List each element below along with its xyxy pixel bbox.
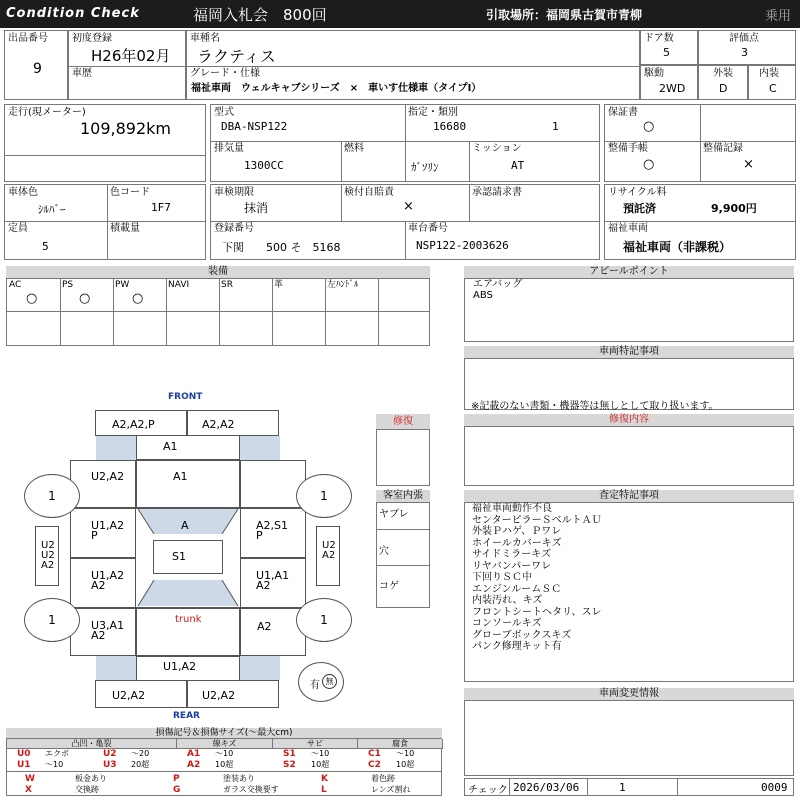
assessment-item: リヤバンパーワレ [472, 560, 552, 572]
header-title: Condition Check [6, 6, 140, 21]
header-bar [0, 0, 800, 28]
legend-mark: P [173, 774, 180, 784]
legend-group-3: 腐食 [358, 739, 443, 749]
notes-section: 車両特記事項 ※記載のない書類・機器等は無しとして取り扱います。 [464, 346, 794, 410]
equip-label-3: NAVI [168, 280, 190, 290]
legend-code: S1 [283, 749, 296, 759]
legend-code: U1 [17, 760, 31, 770]
legend-code-value: 〜10 [45, 760, 64, 769]
check-num: 1 [619, 781, 626, 794]
category-label: 乗用 [765, 9, 792, 24]
legend-code: A2 [187, 760, 201, 770]
assessment-item: 内装汚れ、キズ [472, 595, 543, 606]
trunk-panel: trunk [136, 608, 240, 656]
record-value: × [743, 157, 754, 172]
transmission-value: AT [511, 159, 525, 172]
repair-box: 修復 [376, 414, 430, 486]
tire-front-left: 1 [24, 474, 80, 518]
fuel-value: ｶﾞｿﾘﾝ [411, 161, 439, 174]
equip-label-1: PS [62, 280, 74, 290]
legend-mark-value: ガラス交換要す [223, 785, 279, 794]
legend-code-value: 〜10 [215, 749, 234, 758]
model-box: 型式 DBA-NSP122 指定・類別 16680 1 排気量 1300CC 燃料 ｶﾞｿﾘﾝ ミッション AT [210, 104, 600, 182]
score-value: 3 [741, 46, 748, 59]
recycle-fee: 9,900円 [711, 202, 757, 215]
assessment-item: 外装Ｐハゲ、Ｐワレ [472, 526, 562, 537]
equip-label-5: 革 [274, 280, 284, 290]
classification-value: 1 [552, 120, 559, 133]
legend-code: A1 [187, 749, 201, 759]
interior-box: 内装 C [748, 65, 796, 100]
legend-mark-value: レンズ割れ [371, 785, 411, 794]
legend-mark: W [25, 774, 35, 784]
car-name: ラクティス [197, 47, 276, 66]
mileage-box: 走行(現メーター) 109,892km [4, 104, 206, 182]
rear-bumper-right: U2,A2 [187, 680, 279, 708]
rear-bumper-left: U2,A2 [95, 680, 187, 708]
appeal-item: エアバッグ [473, 279, 523, 290]
front-bumper-left: A2,A2,P [95, 410, 187, 436]
appeal-item: ABS [473, 290, 493, 301]
door-rear-left: U1,A2 A2 [70, 558, 136, 608]
tire-front-right: 1 [296, 474, 352, 518]
equipment-title: 装備 [6, 266, 430, 279]
equip-label-0: AC [9, 280, 22, 290]
check-row: チェック 2026/03/06 1 0009 [464, 778, 794, 796]
legend-code-value: 〜10 [396, 749, 415, 758]
legend-mark: L [321, 785, 327, 795]
rear-edge: U1,A2 [136, 656, 240, 680]
model-value: DBA-NSP122 [221, 120, 288, 133]
legend-code-value: 20超 [131, 760, 150, 769]
lot-number: 9 [33, 61, 42, 77]
rear-label: REAR [173, 711, 200, 721]
appeal-section: アピールポイント エアバッグ ABS [464, 266, 794, 342]
color-value: ｼﾙﾊﾞｰ [38, 203, 66, 216]
exterior-value: D [719, 82, 728, 95]
assessment-item: ホイールカバーキズ [472, 537, 562, 549]
equipment-table [6, 266, 430, 346]
mileage-value: 109,892km [80, 119, 172, 138]
legend-mark: X [25, 785, 32, 795]
bonnet-panel: A1 [136, 460, 240, 508]
tire-rear-left: 1 [24, 598, 80, 642]
assessment-section: 査定特記事項 福祉車両動作不良 センターピラーＳベルトＡＵ 外装Ｐハゲ、Ｐワレ ホイールカバーキズ サイドミラーキズ リヤバンパーワレ 下回りＳＣ中 エンジンルームＳＣ 内装汚れ、キズ フロントシートヘタリ、スレ コンソールキズ グローブボックスキズ パンク修理キット有 [464, 490, 794, 682]
legend-mark: G [173, 785, 181, 795]
check-id: 0009 [761, 781, 788, 794]
plate-value: 下関 500 そ 5168 [222, 241, 341, 254]
legend-code-value: 〜10 [311, 749, 330, 758]
assessment-item: 下回りＳＣ中 [472, 572, 532, 583]
tire-rear-right: 1 [296, 598, 352, 642]
assessment-item: フロントシートヘタリ、スレ [472, 606, 602, 618]
lot-box: 出品番号 9 [4, 30, 68, 100]
door-front-left: U1,A2 P [70, 508, 136, 558]
damage-legend: 損傷記号＆損傷サイズ(〜最大cm) 凸凹・亀裂 線キズ サビ 腐食 U0 エクボ U2 〜20 A1 〜10 S1 〜10 C1 〜10 U1 〜10 U3 20超 A2 10超 S2 10超 C2 10超 W 板金あり P 塗装あり K 着色跡 X 交換跡 G ガラス交換要す L レンズ割れ [6, 728, 442, 796]
assessment-item: コンソールキズ [472, 618, 542, 629]
legend-code: U2 [103, 749, 117, 759]
notes-footer: ※記載のない書類・機器等は無しとして取り扱います。 [471, 401, 719, 412]
insurance-value: × [403, 199, 414, 214]
interior-damage-box: 客室内張 ヤブレ 穴 コゲ [376, 490, 430, 608]
interior-value: C [769, 82, 777, 95]
legend-code-value: エクボ [45, 749, 69, 758]
recycle-status: 預託済 [623, 202, 656, 215]
equip-value-1: ○ [79, 291, 91, 306]
exterior-box: 外装 D [698, 65, 748, 100]
legend-code-value: 〜20 [131, 749, 150, 758]
legend-mark-value: 板金あり [75, 774, 107, 783]
bonnet-edge: A1 [136, 436, 240, 460]
assessment-item: 福祉車両動作不良 [472, 503, 552, 514]
inspection-value: 抹消 [244, 201, 269, 215]
legend-code-value: 10超 [311, 760, 330, 769]
auction-name: 福岡入札会 800回 [193, 6, 327, 24]
designation-value: 16680 [433, 120, 467, 133]
first-reg-value: H26年02月 [91, 47, 171, 65]
front-label: FRONT [168, 392, 203, 402]
welfare-value: 福祉車両（非課税） [623, 240, 732, 254]
equip-value-2: ○ [132, 291, 144, 306]
capacity-value: 5 [42, 240, 49, 253]
legend-group-0: 凸凹・亀裂 [7, 739, 177, 749]
legend-code-value: 10超 [396, 760, 415, 769]
assessment-item: パンク修理キット有 [472, 641, 562, 652]
doors-box: ドア数 5 [640, 30, 698, 65]
side-skirt-left: U2 U2 A2 [35, 526, 59, 586]
car-name-box: 車種名 ラクティス グレード・仕様 福祉車両 ウェルキャブシリーズ × 車いす仕様車（タイプⅠ） [186, 30, 640, 100]
equip-label-4: SR [221, 280, 233, 290]
assessment-item: センターピラーＳベルトＡＵ [472, 514, 602, 526]
grade-value: 福祉車両 ウェルキャブシリーズ × 車いす仕様車（タイプⅠ） [191, 83, 482, 94]
door-front-right: A2,S1 P [240, 508, 306, 558]
legend-mark-value: 交換跡 [75, 785, 99, 794]
chassis-value: NSP122-2003626 [416, 239, 509, 252]
front-bumper-right: A2,A2 [187, 410, 279, 436]
equip-label-6: 左ﾊﾝﾄﾞﾙ [327, 280, 359, 290]
legend-mark-value: 塗装あり [223, 774, 255, 783]
legend-code: S2 [283, 760, 296, 770]
legend-code: U0 [17, 749, 31, 759]
roof-panel: S1 [153, 540, 223, 574]
quarter-rear-left: U3,A1 A2 [70, 608, 136, 656]
drive-value: 2WD [659, 82, 686, 95]
warranty-value: ○ [643, 119, 655, 134]
legend-mark: K [321, 774, 328, 784]
score-box: 評価点 3 [698, 30, 796, 65]
assessment-item: サイドミラーキズ [472, 549, 552, 560]
manual-value: ○ [643, 157, 655, 172]
recycle-box: リサイクル料 預託済 9,900円 福祉車両 福祉車両（非課税） [604, 184, 796, 260]
legend-code: C1 [368, 749, 381, 759]
legend-code: C2 [368, 760, 381, 770]
equip-value-0: ○ [26, 291, 38, 306]
legend-mark-value: 着色跡 [371, 774, 395, 783]
legend-group-1: 線キズ [177, 739, 273, 749]
doors-value: 5 [663, 46, 670, 59]
no-icon: 無 [322, 674, 337, 689]
displacement-value: 1300CC [244, 159, 284, 172]
change-section: 車両変更情報 [464, 688, 794, 776]
pickup-location: 引取場所：福岡県古賀市青柳 [486, 8, 643, 22]
fender-front-left: U2,A2 [70, 460, 136, 508]
legend-code-value: 10超 [215, 760, 234, 769]
door-rear-right: U1,A1 A2 [240, 558, 306, 608]
repair-section: 修復内容 [464, 414, 794, 486]
color-box: 車体色 ｼﾙﾊﾞｰ 色コード 1F7 定員 5 積載量 [4, 184, 206, 260]
quarter-rear-right: A2 [240, 608, 306, 656]
legend-code: U3 [103, 760, 117, 770]
check-date: 2026/03/06 [513, 781, 580, 794]
assessment-item: グローブボックスキズ [472, 629, 572, 641]
assessment-item: エンジンルームＳＣ [472, 583, 562, 595]
side-skirt-right: U2 A2 [316, 526, 340, 586]
color-code-value: 1F7 [151, 201, 171, 214]
inspection-box: 車検期限 抹消 検付自賠責 × 承認請求書 登録番号 下関 500 そ 5168 車台番号 NSP122-2003626 [210, 184, 600, 260]
windshield-damage: A [181, 519, 189, 532]
manual-badge: 有 無 [298, 662, 344, 702]
legend-group-2: サビ [273, 739, 358, 749]
equip-label-2: PW [115, 280, 130, 290]
warranty-box: 保証書 ○ 整備手帳 ○ 整備記録 × [604, 104, 796, 182]
first-reg-box: 初度登録 H26年02月 車歴 [68, 30, 186, 100]
drive-box: 駆動 2WD [640, 65, 698, 100]
